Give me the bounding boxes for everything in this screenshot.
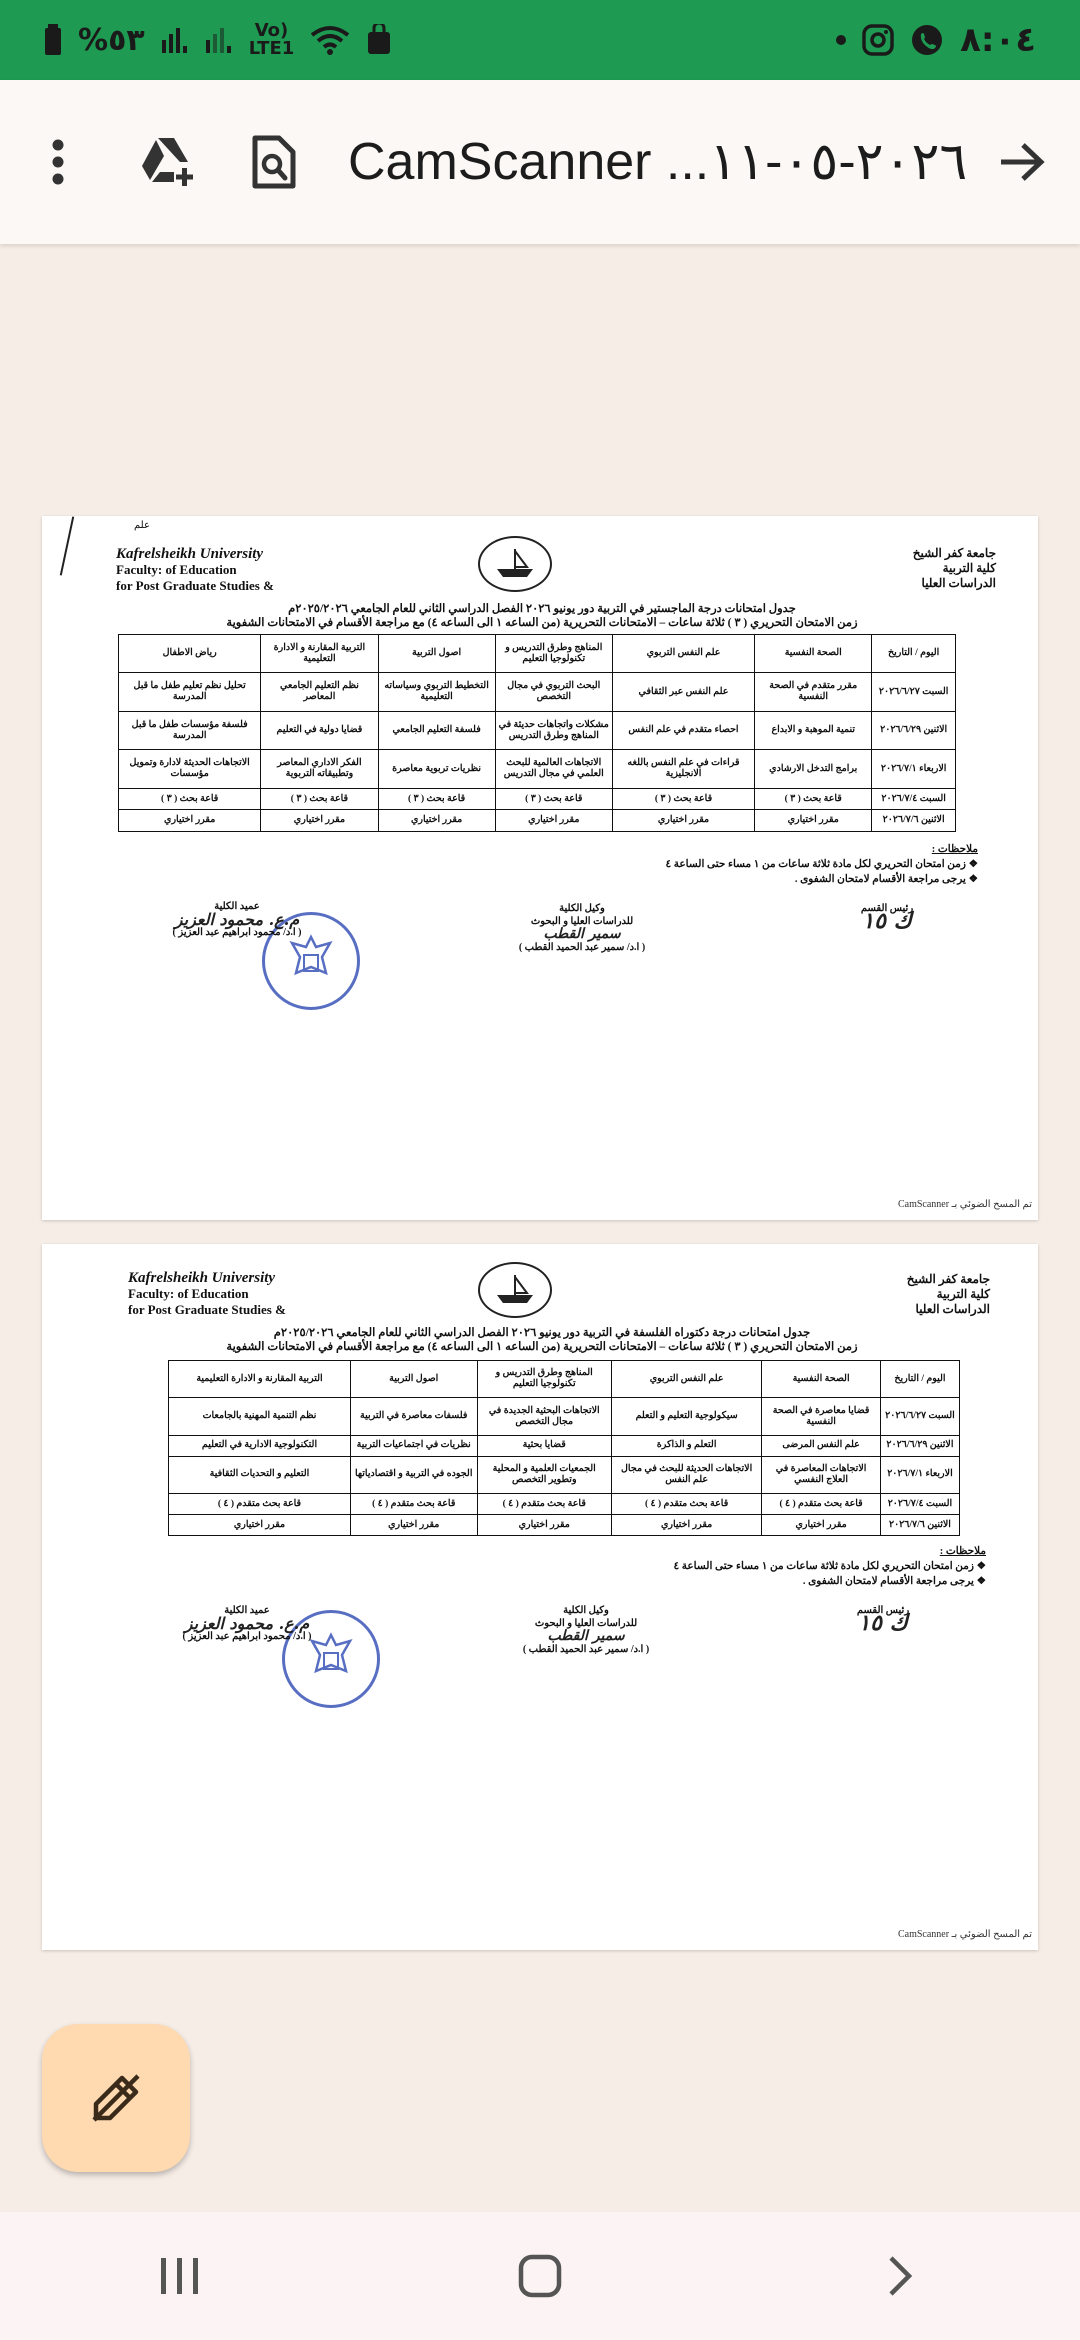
signature-name: ( ا.د/ سمير عبد الحميد القطب ): [522, 1644, 650, 1655]
table-cell: احصاء متقدم في علم النفس: [612, 711, 754, 749]
wifi-icon: [310, 25, 350, 55]
clock: ٨:٠٤: [960, 20, 1036, 60]
status-right-group: [836, 20, 1036, 60]
signature-title: رئيس القسم: [856, 1605, 910, 1616]
table-cell: قاعة بحث متقدم ( ٤ ): [611, 1494, 761, 1515]
arrow-forward-icon: [999, 141, 1045, 183]
table-cell: قاعة بحث ( ٣ ): [378, 788, 495, 810]
handwritten-signature: سمير القطب: [547, 1628, 625, 1644]
table-cell: قاعة بحث ( ٣ ): [119, 788, 261, 810]
table-header-row: [119, 635, 956, 673]
back-button[interactable]: [840, 2236, 960, 2316]
note-item: ❖ زمن امتحان التحريري لكل مادة ثلاثة ساعات من ١ مساء حتى الساعة ٤: [673, 1561, 986, 1572]
drive-add-icon: [140, 136, 200, 188]
table-cell: الجمعيات العلمية و المحلية وتطوير التخصص: [477, 1456, 611, 1493]
table-header: اليوم / التاريخ: [880, 1361, 959, 1398]
exam-schedule-table: [168, 1360, 960, 1536]
table-cell: البحث التربوي في مجال التخصص: [495, 673, 612, 711]
battery-icon: [44, 24, 62, 56]
more-vert-icon: [51, 138, 65, 186]
note-item: ❖ يرجى مراجعة الأقسام لامتحان الشفوى .: [794, 874, 978, 885]
postgrad-name-ar: الدراسات العليا: [915, 1302, 990, 1316]
document-page-1[interactable]: [42, 516, 1038, 1220]
table-row: [169, 1456, 960, 1493]
table-cell: الجوده في التربية و اقتصادياتها: [350, 1456, 477, 1493]
table-cell: مشكلات واتجاهات حديثة في المناهج وطرق التدريس: [495, 711, 612, 749]
table-cell: قاعة بحث متقدم ( ٤ ): [762, 1494, 881, 1515]
table-cell: مقرر اختياري: [755, 810, 872, 832]
table-cell: قاعة بحث متقدم ( ٤ ): [477, 1494, 611, 1515]
table-cell: التخطيط التربوي وسياساته التعليمية: [378, 673, 495, 711]
table-cell: مقرر اختياري: [477, 1515, 611, 1536]
camscanner-footer: تم المسح الضوئي بـ CamScanner: [897, 1929, 1032, 1940]
table-header: التربية المقارنة و الادارة التعليمية: [169, 1361, 351, 1398]
edit-pen-icon: [88, 2070, 144, 2126]
signature-title: وكيل الكلية: [559, 903, 605, 914]
table-header: اليوم / التاريخ: [872, 635, 956, 673]
table-row: [119, 810, 956, 832]
signature-title: رئيس القسم: [860, 903, 914, 914]
table-cell: قاعة بحث ( ٣ ): [755, 788, 872, 810]
open-with-button[interactable]: [984, 124, 1060, 200]
network-volte: Vo): [254, 20, 289, 41]
table-cell: الاثنين ٢٠٢٦/٧/٦: [880, 1515, 959, 1536]
table-cell: نظم التنمية المهنية بالجامعات: [169, 1398, 351, 1435]
university-name-en-title: Kafrelsheikh University: [128, 1270, 276, 1286]
university-logo: [478, 1262, 552, 1318]
faculty-name-ar: كلية التربية: [936, 1287, 990, 1301]
table-cell: قاعة بحث ( ٣ ): [612, 788, 754, 810]
table-cell: مقرر متقدم في الصحة النفسية: [755, 673, 872, 711]
university-name-ar: [907, 1272, 990, 1317]
university-name-en: [128, 1270, 286, 1318]
home-button[interactable]: [480, 2236, 600, 2316]
table-header: الصحة النفسية: [755, 635, 872, 673]
table-cell: علم النفس عبر الثقافي: [612, 673, 754, 711]
add-to-drive-button[interactable]: [132, 124, 208, 200]
table-cell: الاتجاهات الحديثة لادارة وتمويل مؤسسات: [119, 750, 261, 788]
table-cell: الاتجاهات البحثية الجديدة في مجال التخصص: [477, 1398, 611, 1435]
table-cell: تنمية الموهبة و الابداع: [755, 711, 872, 749]
handwritten-signature: ك ١٥: [858, 1610, 908, 1636]
table-header: المناهج وطرق التدريس و تكنولوجيا التعليم: [495, 635, 612, 673]
battery-percent: %٥٣: [78, 22, 145, 58]
table-header: الصحة النفسية: [762, 1361, 881, 1398]
schedule-title-1: جدول امتحانات درجة الماجستير في التربية دور يونيو ٢٠٢٦ الفصل الدراسي الثاني للعام الجامعي ٢٠٢٥/٢٠٢٦م: [288, 603, 796, 615]
table-cell: مقرر اختياري: [612, 810, 754, 832]
table-cell: مقرر اختياري: [495, 810, 612, 832]
table-cell: التعلم و الذاكرة: [611, 1435, 761, 1456]
university-name-ar-line1: جامعة كفر الشيخ: [912, 546, 996, 560]
table-header: اصول التربية: [378, 635, 495, 673]
table-cell: تحليل نظم تعليم طفل ما قبل المدرسة: [119, 673, 261, 711]
note-text: يرجى مراجعة الأقسام لامتحان الشفوى .: [802, 1576, 974, 1587]
system-navigation-bar: [0, 2212, 1080, 2340]
back-icon: [887, 2255, 913, 2297]
signature-title: عميد الكلية: [224, 1605, 270, 1616]
schedule-title-2: زمن الامتحان التحريري ( ٣ ) ثلاثة ساعات – الامتحانات التحريرية (من الساعه ١ الى الساعه ٤) مع مراجعة الأقسام في الامتحانات الشفوية: [226, 1341, 858, 1353]
handwritten-signature: م.ع. محمود العزيز: [174, 910, 300, 929]
table-cell: قاعة بحث ( ٣ ): [495, 788, 612, 810]
faculty-name-en: Faculty: of Education: [116, 562, 237, 577]
notification-dot-icon: [836, 35, 846, 45]
table-cell: مقرر اختياري: [611, 1515, 761, 1536]
scan-edge-line: [60, 516, 74, 575]
instagram-icon: [862, 24, 894, 56]
table-cell: نظريات تربوية معاصرة: [378, 750, 495, 788]
find-in-page-button[interactable]: [236, 124, 312, 200]
table-cell: الاثنين ٢٠٢٦/٧/٦: [872, 810, 956, 832]
handwritten-signature: م.ع. محمود العزيز: [184, 1614, 310, 1633]
status-left-group: [44, 22, 392, 58]
table-cell: الاربعاء ٢٠٢٦/٧/١: [872, 750, 956, 788]
table-cell: الاتجاهات العالمية للبحث العلمي في مجال التدريس: [495, 750, 612, 788]
table-cell: السبت ٢٠٢٦/٦/٢٧: [872, 673, 956, 711]
table-cell: برامج التدخل الارشادي: [755, 750, 872, 788]
table-header: علم النفس التربوي: [612, 635, 754, 673]
exam-schedule-table: [118, 634, 956, 832]
home-icon: [518, 2254, 562, 2298]
table-cell: قاعة بحث متقدم ( ٤ ): [350, 1494, 477, 1515]
table-cell: الاربعاء ٢٠٢٦/٧/١: [880, 1456, 959, 1493]
table-cell: قاعة بحث ( ٣ ): [261, 788, 378, 810]
table-cell: مقرر اختياري: [378, 810, 495, 832]
table-header: المناهج وطرق التدريس و تكنولوجيا التعليم: [477, 1361, 611, 1398]
notes-heading: ملاحظات :: [931, 844, 978, 855]
signature-subtitle: للدراسات العليا و البحوث: [534, 1618, 638, 1629]
table-cell: السبت ٢٠٢٦/٧/٤: [872, 788, 956, 810]
notification-bag-icon: [366, 24, 392, 56]
signal-icon: [161, 26, 189, 54]
table-header: التربية المقارنة و الادارة التعليمية: [261, 635, 378, 673]
postgrad-name-en: for Post Graduate Studies &: [128, 1302, 286, 1317]
table-cell: فلسفات معاصرة في التربية: [350, 1398, 477, 1435]
table-cell: قضايا معاصرة في الصحة النفسية: [762, 1398, 881, 1435]
table-cell: الاثنين ٢٠٢٦/٦/٢٩: [880, 1435, 959, 1456]
table-cell: التكنولوجية الادارية في التعليم: [169, 1435, 351, 1456]
note-item: ❖ زمن امتحان التحريري لكل مادة ثلاثة ساعات من ١ مساء حتى الساعة ٤: [665, 859, 978, 870]
recents-button[interactable]: [120, 2236, 240, 2316]
signature-title: عميد الكلية: [214, 901, 260, 912]
table-cell: الاثنين ٢٠٢٦/٦/٢٩: [872, 711, 956, 749]
table-row: [119, 673, 956, 711]
table-cell: نظم التعليم الجامعي المعاصر: [261, 673, 378, 711]
faculty-name-ar: كلية التربية: [942, 561, 996, 575]
signature-name: ( ا.د/ محمود ابراهيم عبد العزيز ): [172, 927, 302, 938]
university-logo: [478, 536, 552, 592]
department-head-signature: [828, 1604, 938, 1636]
signal-icon-2: [205, 26, 233, 54]
schedule-title-1: جدول امتحانات درجة دكتوراه الفلسفة في التربية دور يونيو ٢٠٢٦ الفصل الدراسي الثاني للعام الجامعي ٢٠٢٥/٢٠٢٦م: [273, 1327, 811, 1339]
table-cell: قاعة بحث متقدم ( ٤ ): [169, 1494, 351, 1515]
ship-logo-icon: [493, 547, 537, 581]
vice-dean-signature: [486, 1604, 686, 1656]
dean-signature: [142, 900, 332, 939]
table-cell: علم النفس المرضى: [762, 1435, 881, 1456]
table-header: رياض الاطفال: [119, 635, 261, 673]
university-name-ar: [913, 546, 996, 591]
table-cell: الفكر الاداري المعاصر وتطبيقاته التربوية: [261, 750, 378, 788]
network-label: [249, 22, 295, 58]
university-name-en-title: Kafrelsheikh University: [116, 546, 264, 562]
notes-heading: ملاحظات :: [939, 1546, 986, 1557]
university-name-ar-line1: جامعة كفر الشيخ: [906, 1272, 990, 1286]
table-row: [119, 711, 956, 749]
table-header: اصول التربية: [350, 1361, 477, 1398]
table-cell: مقرر اختياري: [762, 1515, 881, 1536]
note-text: زمن امتحان التحريري لكل مادة ثلاثة ساعات من ١ مساء حتى الساعة ٤: [673, 1561, 974, 1572]
document-title: CamScanner ...٢٠٢٦-٠٥-١١: [348, 133, 968, 191]
table-row: [119, 788, 956, 810]
table-cell: قضايا دولية في التعليم: [261, 711, 378, 749]
signature-title: وكيل الكلية: [563, 1605, 609, 1616]
table-cell: مقرر اختياري: [350, 1515, 477, 1536]
table-cell: فلسفة مؤسسات طفل ما قبل المدرسة: [119, 711, 261, 749]
table-cell: سيكولوجية التعليم و التعلم: [611, 1398, 761, 1435]
whatsapp-icon: [910, 23, 944, 57]
table-header: علم النفس التربوي: [611, 1361, 761, 1398]
table-cell: الاتجاهات الحديثة للبحث في مجال علم النفس: [611, 1456, 761, 1493]
table-cell: نظريات في اجتماعيات التربية: [350, 1435, 477, 1456]
status-bar: [0, 0, 1080, 80]
document-page-2[interactable]: [42, 1244, 1038, 1950]
note-text: يرجى مراجعة الأقسام لامتحان الشفوى .: [794, 874, 966, 885]
handwritten-signature: سمير القطب: [543, 926, 621, 942]
dean-signature: [152, 1604, 342, 1643]
corner-note: علم: [134, 520, 150, 531]
table-cell: السبت ٢٠٢٦/٧/٤: [880, 1494, 959, 1515]
faculty-name-en: Faculty: of Education: [128, 1286, 249, 1301]
notes-block: [526, 1544, 986, 1589]
signature-subtitle: للدراسات العليا و البحوث: [530, 916, 634, 927]
recents-icon: [159, 2256, 201, 2296]
signature-name: ( ا.د/ محمود ابراهيم عبد العزيز ): [182, 1631, 312, 1642]
table-header-row: [169, 1361, 960, 1398]
table-cell: مقرر اختياري: [169, 1515, 351, 1536]
schedule-title-2: زمن الامتحان التحريري ( ٣ ) ثلاثة ساعات – الامتحانات التحريرية (من الساعه ١ الى الساعه ٤) مع مراجعة الأقسام في الامتحانات الشفوية: [226, 617, 858, 629]
university-name-en: [116, 546, 274, 594]
table-cell: قراءات في علم النفس باللغه الانجليزية: [612, 750, 754, 788]
table-row: [169, 1435, 960, 1456]
table-cell: فلسفة التعليم الجامعي: [378, 711, 495, 749]
edit-fab-button[interactable]: [42, 2024, 190, 2172]
table-row: [169, 1515, 960, 1536]
table-row: [169, 1398, 960, 1435]
postgrad-name-en: for Post Graduate Studies &: [116, 578, 274, 593]
network-lte: LTE1: [248, 38, 295, 59]
viewer-app-bar: [0, 80, 1080, 244]
find-in-page-icon: [251, 134, 297, 190]
table-cell: قضايا بحثية: [477, 1435, 611, 1456]
camscanner-footer: تم المسح الضوئي بـ CamScanner: [897, 1199, 1032, 1210]
table-row: [119, 750, 956, 788]
note-item: ❖ يرجى مراجعة الأقسام لامتحان الشفوى .: [802, 1576, 986, 1587]
more-options-button[interactable]: [20, 124, 96, 200]
table-cell: الاتجاهات المعاصرة في العلاج النفسي: [762, 1456, 881, 1493]
table-row: [169, 1494, 960, 1515]
table-cell: التعليم و التحديات الثقافية: [169, 1456, 351, 1493]
note-text: زمن امتحان التحريري لكل مادة ثلاثة ساعات من ١ مساء حتى الساعة ٤: [665, 859, 966, 870]
ship-logo-icon: [493, 1273, 537, 1307]
signature-name: ( ا.د/ سمير عبد الحميد القطب ): [518, 942, 646, 953]
notes-block: [518, 842, 978, 887]
postgrad-name-ar: الدراسات العليا: [921, 576, 996, 590]
eagle-emblem-icon: [286, 933, 336, 989]
department-head-signature: [832, 902, 942, 934]
table-cell: مقرر اختياري: [261, 810, 378, 832]
table-cell: مقرر اختياري: [119, 810, 261, 832]
vice-dean-signature: [482, 902, 682, 954]
table-cell: السبت ٢٠٢٦/٦/٢٧: [880, 1398, 959, 1435]
handwritten-signature: ك ١٥: [862, 908, 912, 934]
